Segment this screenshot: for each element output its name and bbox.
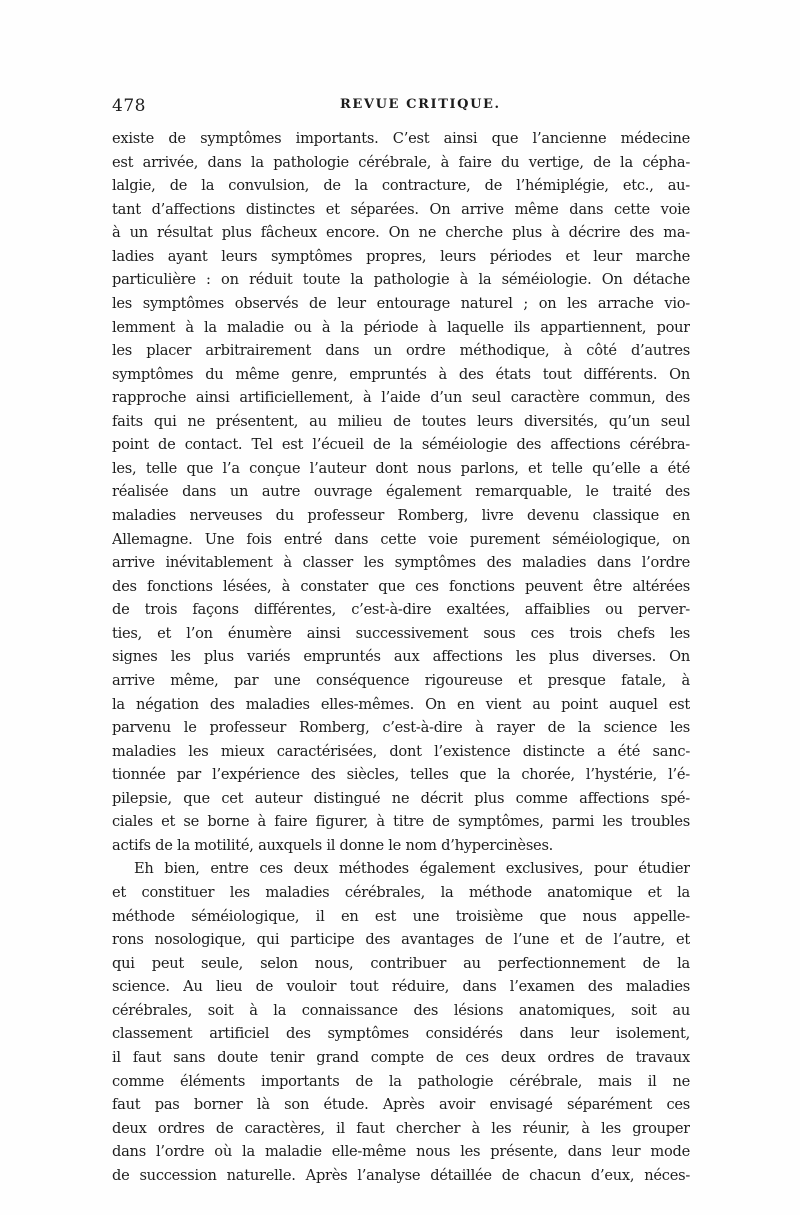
text-line: rons nosologique, qui participe des avantages de l’une et de l’autre, et <box>112 931 690 949</box>
text-line: et constituer les maladies cérébrales, la méthode anatomique et la <box>112 884 690 901</box>
paragraph-end-line: actifs de la motilité, auxquels il donne le nom d’hypercinèses. <box>112 836 554 854</box>
text-line: qui peut seule, selon nous, contribuer au perfectionnement de la <box>112 954 690 972</box>
text-line: signes les plus variés empruntés aux affections les plus diverses. On <box>112 648 690 666</box>
text-line: symptômes du même genre, empruntés à des états tout différents. On <box>112 365 690 383</box>
text-line: maladies nerveuses du professeur Romberg, livre devenu classique en <box>112 507 690 524</box>
text-line: tionnée par l’expérience des siècles, telles que la chorée, l’hystérie, l’é- <box>112 766 690 784</box>
text-line: ciales et se borne à faire figurer, à titre de symptômes, parmi les troubles <box>112 813 690 831</box>
text-line: faits qui ne présentent, au milieu de toutes leurs diversités, qu’un seul <box>112 412 690 430</box>
text-line: ladies ayant leurs symptômes propres, leurs périodes et leur marche <box>112 247 690 265</box>
text-line: lemment à la maladie ou à la période à laquelle ils appartiennent, pour <box>112 318 690 336</box>
text-line: point de contact. Tel est l’écueil de la séméiologie des affections cérébra- <box>112 436 690 454</box>
text-line: des fonctions lésées, à constater que ces fonctions peuvent être altérées <box>112 577 690 595</box>
running-title: REVUE CRITIQUE. <box>340 97 501 112</box>
text-line: pilepsie, que cet auteur distingué ne décrit plus comme affections spé- <box>112 789 690 807</box>
text-line: la négation des maladies elles-mêmes. On en vient au point auquel est <box>112 695 690 713</box>
text-line: rapproche ainsi artificiellement, à l’aide d’un seul caractère commun, des <box>112 389 690 407</box>
text-line: il faut sans doute tenir grand compte de ces deux ordres de travaux <box>112 1048 690 1066</box>
text-line: maladies les mieux caractérisées, dont l’existence distincte a été sanc- <box>112 742 690 760</box>
text-line: de succession naturelle. Après l’analyse détaillée de chacun d’eux, néces- <box>112 1166 690 1184</box>
text-line: particulière : on réduit toute la pathologie à la séméiologie. On détache <box>112 271 690 289</box>
text-line: existe de symptômes importants. C’est ainsi que l’ancienne médecine <box>112 130 690 147</box>
body-text <box>112 127 690 1187</box>
paragraph-first-line: Eh bien, entre ces deux méthodes également exclusives, pour étudier <box>134 860 690 878</box>
text-line: tant d’affections distinctes et séparées. On arrive même dans cette voie <box>112 200 690 218</box>
text-line: méthode séméiologique, il en est une troisième que nous appelle- <box>112 907 690 925</box>
text-line: Allemagne. Une fois entré dans cette voie purement séméiologique, on <box>112 530 690 548</box>
text-line: dans l’ordre où la maladie elle-même nous les présente, dans leur mode <box>112 1143 690 1161</box>
text-line: arrive inévitablement à classer les symptômes des maladies dans l’ordre <box>112 554 690 572</box>
text-line: les, telle que l’a conçue l’auteur dont nous parlons, et telle qu’elle a été <box>112 459 690 477</box>
text-line: science. Au lieu de vouloir tout réduire, dans l’examen des maladies <box>112 978 690 996</box>
text-line: les symptômes observés de leur entourage naturel ; on les arrache vio- <box>112 294 690 312</box>
text-line: est arrivée, dans la pathologie cérébrale, à faire du vertige, de la cépha- <box>112 153 690 171</box>
text-line: les placer arbitrairement dans un ordre méthodique, à côté d’autres <box>112 342 690 360</box>
text-line: lalgie, de la convulsion, de la contracture, de l’hémiplégie, etc., au- <box>112 177 690 195</box>
text-line: comme éléments importants de la pathologie cérébrale, mais il ne <box>112 1072 690 1090</box>
text-line: classement artificiel des symptômes considérés dans leur isolement, <box>112 1025 690 1043</box>
text-line: deux ordres de caractères, il faut chercher à les réunir, à les grouper <box>112 1119 690 1137</box>
text-line: faut pas borner là son étude. Après avoir envisagé séparément ces <box>112 1096 690 1114</box>
text-line: réalisée dans un autre ouvrage également remarquable, le traité des <box>112 483 690 501</box>
running-header <box>112 96 690 126</box>
text-line: parvenu le professeur Romberg, c’est-à-dire à rayer de la science les <box>112 719 690 737</box>
text-line: ties, et l’on énumère ainsi successivement sous ces trois chefs les <box>112 624 690 642</box>
text-line: arrive même, par une conséquence rigoureuse et presque fatale, à <box>112 671 690 689</box>
text-line: à un résultat plus fâcheux encore. On ne cherche plus à décrire des ma- <box>112 224 690 242</box>
text-line: de trois façons différentes, c’est-à-dire exaltées, affaiblies ou perver- <box>112 601 690 619</box>
text-line: cérébrales, soit à la connaissance des lésions anatomiques, soit au <box>112 1001 690 1019</box>
page-number: 478 <box>112 96 146 116</box>
